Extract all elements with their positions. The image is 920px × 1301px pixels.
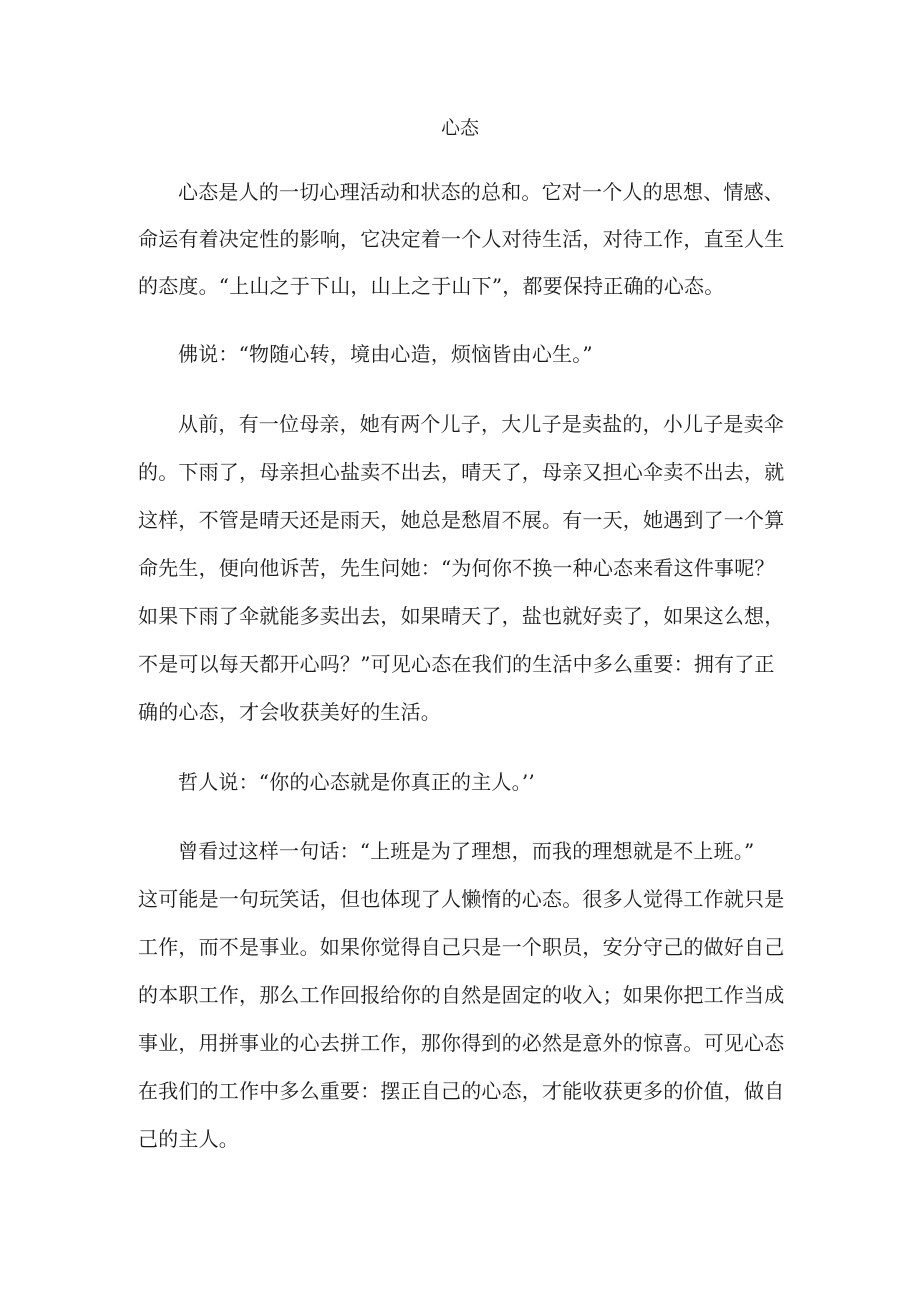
paragraph-1-line-3: 的态度。“上山之于下山，山上之于山下”，都要保持正确的心态。	[138, 274, 725, 298]
paragraph-5-line-4: 的本职工作，那么工作回报给你的自然是固定的收入；如果你把工作当成	[138, 983, 785, 1007]
paragraph-3-line-5: 如果下雨了伞就能多卖出去，如果晴天了，盐也就好卖了，如果这么想，	[138, 604, 785, 628]
paragraph-3-line-3: 这样，不管是晴天还是雨天，她总是愁眉不展。有一天，她遇到了一个算	[138, 508, 785, 532]
paragraph-5-line-5: 事业，用拼事业的心去拼工作，那你得到的必然是意外的惊喜。可见心态	[138, 1031, 785, 1055]
paragraph-2-line-1: 佛说：“物随心转，境由心造，烦恼皆由心生。”	[178, 342, 593, 366]
paragraph-4-line-1: 哲人说：“你的心态就是你真正的主人。’’	[178, 770, 535, 794]
paragraph-1-line-2: 命运有着决定性的影响，它决定着一个人对待生活，对待工作，直至人生	[138, 227, 785, 251]
paragraph-5-line-1: 曾看过这样一句话：“上班是为了理想，而我的理想就是不上班。”	[178, 839, 755, 863]
paragraph-3-line-2: 的。下雨了，母亲担心盐卖不出去，晴天了，母亲又担心伞卖不出去，就	[138, 460, 785, 484]
paragraph-3-line-7: 确的心态，才会收获美好的生活。	[138, 700, 441, 724]
document-title: 心态	[440, 117, 479, 139]
paragraph-5-line-6: 在我们的工作中多么重要：摆正自己的心态，才能收获更多的价值，做自	[138, 1079, 785, 1103]
paragraph-3-line-4: 命先生，便向他诉苦，先生问她：“为何你不换一种心态来看这件事呢？	[138, 556, 775, 580]
paragraph-1-line-1: 心态是人的一切心理活动和状态的总和。它对一个人的思想、情感、	[178, 180, 784, 204]
paragraph-5-line-2: 这可能是一句玩笑话，但也体现了人懒惰的心态。很多人觉得工作就只是	[138, 887, 785, 911]
paragraph-5-line-7: 己的主人。	[138, 1127, 239, 1151]
paragraph-3-line-6: 不是可以每天都开心吗？”可见心态在我们的生活中多么重要：拥有了正	[138, 652, 775, 676]
paragraph-5-line-3: 工作，而不是事业。如果你觉得自己只是一个职员，安分守己的做好自己	[138, 935, 785, 959]
paragraph-3-line-1: 从前，有一位母亲，她有两个儿子，大儿子是卖盐的，小儿子是卖伞	[178, 412, 784, 436]
